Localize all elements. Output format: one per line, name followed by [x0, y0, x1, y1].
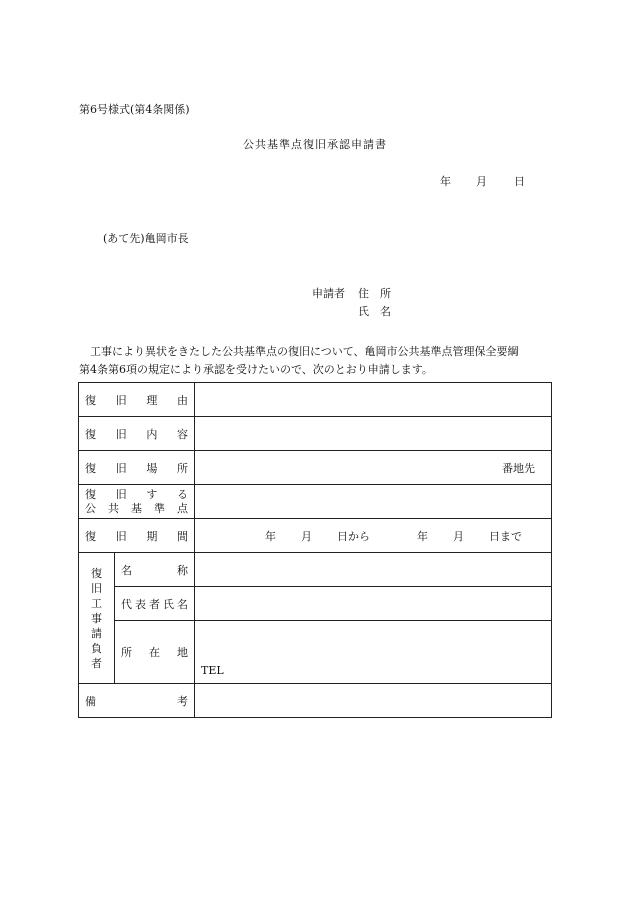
period-from-year: 年	[265, 529, 276, 543]
remarks-label: 備考	[79, 684, 195, 718]
document-title: 公共基準点復旧承認申請書	[243, 138, 387, 151]
period-to-month: 月	[453, 529, 464, 543]
period-from-month: 月	[301, 529, 312, 543]
place-suffix: 番地先	[502, 461, 535, 475]
reason-label: 復旧理由	[79, 383, 195, 417]
table-row-points	[79, 485, 552, 519]
period-field[interactable]	[195, 519, 552, 553]
applicant-name-row	[312, 306, 396, 317]
body-line-2: 第4条第6項の規定により承認を受けたいので、次のとおり申請します。	[79, 363, 433, 376]
table-row-contractor-name	[79, 553, 552, 587]
applicant-label: 申請者	[312, 287, 345, 300]
applicant-name-label: 氏 名	[358, 305, 391, 318]
contractor-rep-label: 代表者氏名	[115, 587, 195, 621]
addressee: (あて先)亀岡市長	[103, 232, 189, 245]
contractor-location-label: 所在地	[115, 621, 195, 684]
contractor-side-label: 復 旧 工 事 請 負 者	[79, 553, 115, 684]
contractor-name-field[interactable]	[195, 553, 552, 587]
date-day-label: 日	[514, 175, 525, 188]
period-label: 復旧期間	[79, 519, 195, 553]
contractor-rep-field[interactable]	[195, 587, 552, 621]
content-label: 復旧内容	[79, 417, 195, 451]
table-row-content	[79, 417, 552, 451]
form-number: 第6号様式(第4条関係)	[79, 103, 190, 116]
table-row-reason	[79, 383, 552, 417]
period-from-day: 日から	[337, 529, 370, 543]
table-row-contractor-rep	[79, 587, 552, 621]
period-to-day: 日まで	[489, 529, 522, 543]
date-year-label: 年	[440, 175, 451, 188]
date-line	[440, 176, 525, 187]
period-to-year: 年	[417, 529, 428, 543]
contractor-name-label: 名称	[115, 553, 195, 587]
body-line-1: 工事により異状をきたした公共基準点の復旧について、亀岡市公共基準点管理保全要綱	[90, 345, 519, 358]
application-table	[78, 382, 552, 718]
points-label-line-1: 復旧する	[85, 487, 188, 501]
body-text	[79, 343, 559, 379]
tel-label: TEL	[201, 664, 224, 677]
date-month-label: 月	[476, 175, 487, 188]
applicant-address-row	[312, 288, 396, 299]
table-row-remarks	[79, 684, 552, 718]
points-field[interactable]	[195, 485, 552, 519]
contractor-location-field[interactable]	[195, 621, 552, 684]
table-row-period	[79, 519, 552, 553]
points-label	[79, 485, 195, 519]
table-row-place	[79, 451, 552, 485]
remarks-field[interactable]	[195, 684, 552, 718]
reason-field[interactable]	[195, 383, 552, 417]
table-row-contractor-location	[79, 621, 552, 684]
content-field[interactable]	[195, 417, 552, 451]
place-label: 復旧場所	[79, 451, 195, 485]
points-label-line-2: 公共基準点	[85, 501, 188, 515]
place-field[interactable]	[195, 451, 552, 485]
applicant-address-label: 住 所	[358, 287, 391, 300]
